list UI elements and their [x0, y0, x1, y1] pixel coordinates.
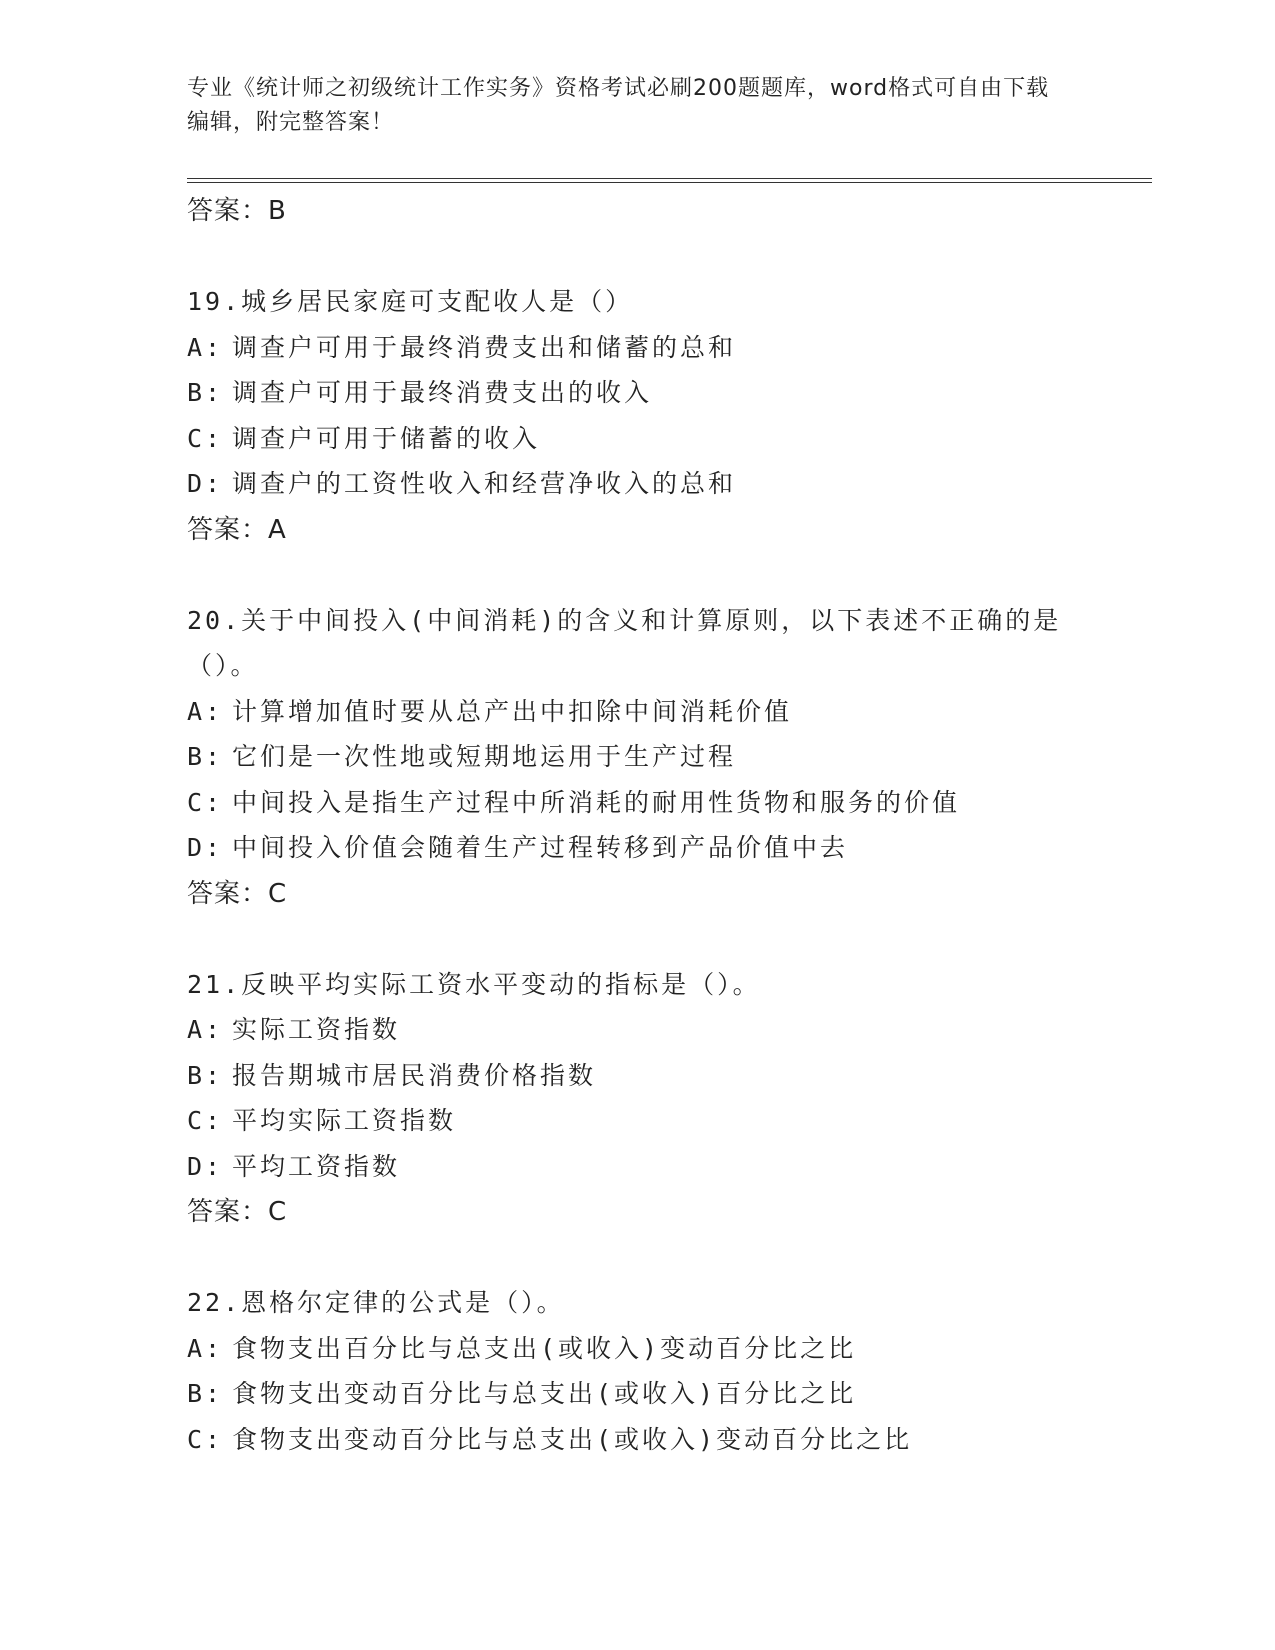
option-key: B:: [187, 1060, 224, 1090]
option-key: C:: [187, 1424, 224, 1454]
question-text: 22.恩格尔定律的公式是（）。: [187, 1288, 565, 1317]
option-text: 中间投入是指生产过程中所消耗的耐用性货物和服务的价值: [232, 787, 961, 817]
option-text: 调查户的工资性收入和经营净收入的总和: [232, 469, 737, 498]
option-text: 调查户可用于最终消费支出的收入: [232, 378, 653, 407]
question-text: 19.城乡居民家庭可支配收人是（）: [187, 287, 634, 316]
option-text: 调查户可用于最终消费支出和储蓄的总和: [232, 332, 737, 362]
option-a: [187, 1007, 1087, 1053]
answer: 答案：C: [187, 1197, 288, 1227]
question-20: [187, 598, 1087, 917]
option-b: [187, 1371, 1087, 1417]
option-a: [187, 325, 1087, 371]
option-key: C:: [187, 1106, 224, 1135]
option-text: 食物支出百分比与总支出(或收入)变动百分比之比: [232, 1333, 857, 1363]
option-key: B:: [187, 742, 224, 771]
option-text: 实际工资指数: [232, 1015, 401, 1044]
option-d: [187, 1144, 1087, 1190]
option-key: B:: [187, 378, 224, 407]
option-text: 平均实际工资指数: [232, 1106, 457, 1135]
document-header: 专业《统计师之初级统计工作实务》资格考试必刷200题题库，word格式可自由下载编辑，附完整答案！: [187, 76, 1050, 135]
answer: 答案：A: [187, 514, 287, 545]
option-key: D:: [187, 469, 224, 498]
option-text: 它们是一次性地或短期地运用于生产过程: [232, 742, 737, 771]
option-a: [187, 1326, 1087, 1372]
option-text: 食物支出变动百分比与总支出(或收入)百分比之比: [232, 1379, 857, 1408]
option-key: A:: [187, 1333, 224, 1363]
previous-answer: 答案：B: [187, 196, 287, 226]
option-b: [187, 1053, 1087, 1099]
option-text: 计算增加值时要从总产出中扣除中间消耗价值: [232, 696, 793, 726]
option-key: D:: [187, 1151, 224, 1181]
question-21: [187, 962, 1087, 1236]
option-key: A:: [187, 696, 224, 726]
option-text: 食物支出变动百分比与总支出(或收入)变动百分比之比: [232, 1424, 913, 1454]
question-text: 20.关于中间投入(中间消耗)的含义和计算原则，以下表述不正确的是（）。: [187, 605, 1062, 680]
option-a: [187, 689, 1087, 735]
option-c: [187, 1098, 1087, 1144]
option-key: A:: [187, 332, 224, 362]
option-key: A:: [187, 1015, 224, 1044]
option-key: C:: [187, 423, 224, 453]
question-22: [187, 1280, 1087, 1462]
option-c: [187, 1417, 1087, 1463]
option-c: [187, 780, 1087, 826]
question-text: 21.反映平均实际工资水平变动的指标是（）。: [187, 969, 761, 999]
option-b: [187, 370, 1087, 416]
option-c: [187, 416, 1087, 462]
header-rule-bottom: [187, 182, 1152, 183]
question-19: [187, 279, 1087, 553]
option-text: 调查户可用于储蓄的收入: [232, 423, 541, 453]
option-text: 平均工资指数: [232, 1151, 401, 1181]
option-key: C:: [187, 787, 224, 817]
option-d: [187, 461, 1087, 507]
question-list: [187, 188, 1087, 1462]
option-key: B:: [187, 1379, 224, 1408]
option-text: 报告期城市居民消费价格指数: [232, 1060, 597, 1090]
option-key: D:: [187, 833, 224, 862]
option-text: 中间投入价值会随着生产过程转移到产品价值中去: [232, 833, 849, 862]
option-d: [187, 825, 1087, 871]
header-rule-top: [187, 178, 1152, 179]
answer: 答案：C: [187, 878, 288, 909]
option-b: [187, 734, 1087, 780]
